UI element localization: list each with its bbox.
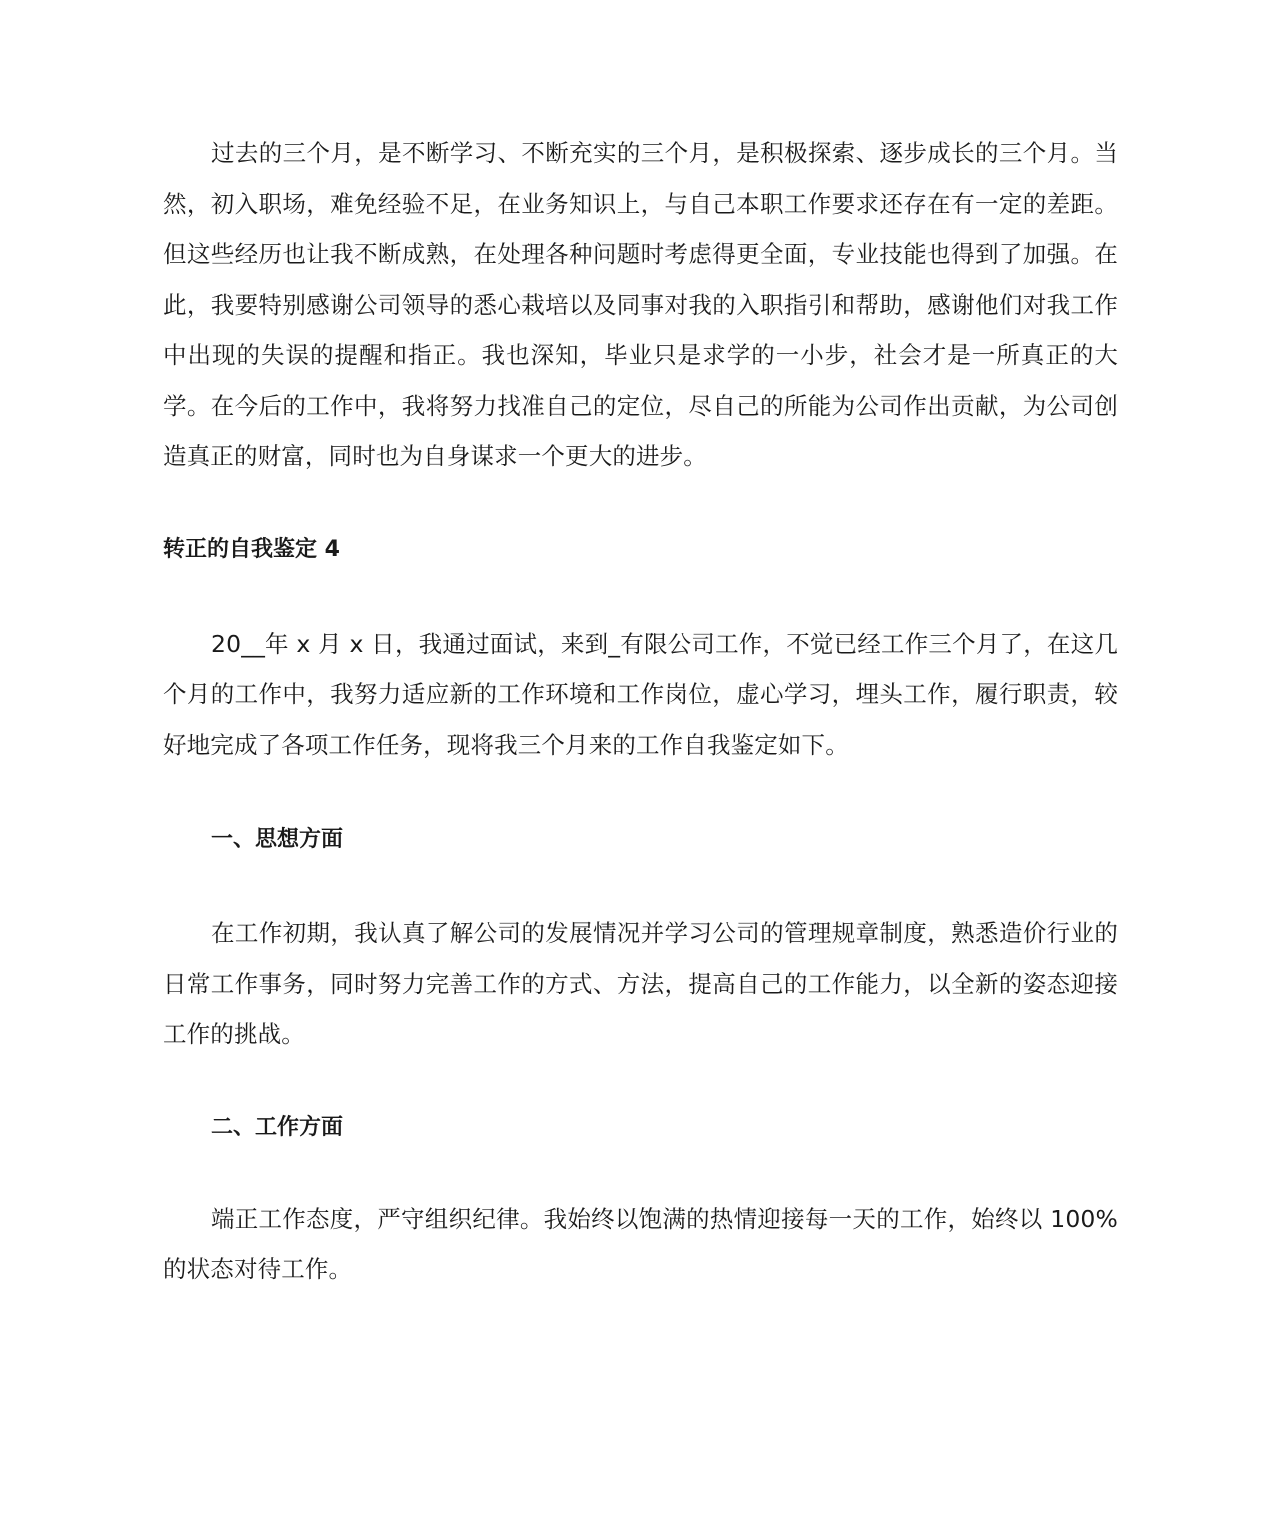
spacer [163,482,1118,525]
paragraph-work: 端正工作态度，严守组织纪律。我始终以饱满的热情迎接每一天的工作，始终以 100%的状态对待工作。 [163,1204,1118,1283]
paragraph-thought: 在工作初期，我认真了解公司的发展情况并学习公司的管理规章制度，熟悉造价行业的日常工作事务，同时努力完善工作的方式、方法，提高自己的工作能力，以全新的姿态迎接工作的挑战。 [163,919,1118,1048]
paragraph-intro: 20__年 x 月 x 日，我通过面试，来到_有限公司工作，不觉已经工作三个月了，在这几个月的工作中，我努力适应新的工作环境和工作岗位，虚心学习，埋头工作，履行职责，较好地完成了各项工作任务，现将我三个月来的工作自我鉴定如下。 [163,629,1118,759]
spacer [163,575,1118,619]
paragraph-reflection: 过去的三个月，是不断学习、不断充实的三个月，是积极探索、逐步成长的三个月。当然，初入职场，难免经验不足，在业务知识上，与自己本职工作要求还存在有一定的差距。但这些经历也让我不断成熟，在处理各种问题时考虑得更全面，专业技能也得到了加强。在此，我要特别感谢公司领导的悉心栽培以及同事对我的入职指引和帮助，感谢他们对我工作中出现的失误的提醒和指正。我也深知，毕业只是求学的一小步，社会才是一所真正的大学。在今后的工作中，我将努力找准自己的定位，尽自己的所能为公司作出贡献，为公司创造真正的财富，同时也为自身谋求一个更大的进步。 [163,139,1118,470]
spacer [163,1153,1118,1194]
subheading-work: 二、工作方面 [211,1114,344,1140]
section-heading: 转正的自我鉴定 4 [163,536,340,562]
subheading-thought: 一、思想方面 [211,827,344,852]
spacer [163,1060,1118,1103]
spacer [163,865,1118,908]
spacer [163,770,1118,815]
document-page [163,128,1118,1295]
